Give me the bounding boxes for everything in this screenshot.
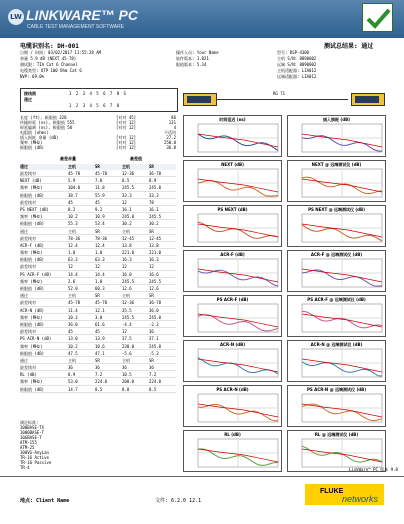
chart-4 [183, 205, 282, 247]
pair-row: 频率 (MHz) 53.0 224.0 208.0 224.0 [20, 378, 176, 385]
chart-title: ACR-N (dB) [219, 342, 246, 347]
tester-diagram: RG 71 [183, 88, 386, 112]
summary-row: 电阻值 (ohms) 不适用 [20, 130, 176, 135]
worst-margin-header: 最差余量 [60, 156, 76, 161]
pair-row: 极限值 (dB) 14.7 8.5 8.8 8.5 [20, 386, 176, 393]
compliance-item: 10GBASE-T [20, 435, 42, 440]
meta-line: 日期 / 时间: 03/02/2017 11:55:28 AM [20, 50, 102, 55]
chart-title: 插入损耗 (dB) [323, 117, 350, 122]
worst-value-header: 最差值 [130, 156, 142, 161]
pair-row: 频率 (MHz) 104.0 11.8 245.5 245.0 [20, 184, 176, 191]
meta-line: 余量 5.9 dB (NEXT 45-78) [20, 56, 77, 61]
pair-row: 频率 (MHz) 10.3 3.0 245.5 245.0 [20, 314, 176, 321]
pair-row: PS ACR-N (dB) 13.0 13.9 37.5 37.1 [20, 335, 176, 342]
pair-row: 频率 (MHz) 10.2 10.6 238.0 245.0 [20, 343, 176, 350]
chart-11 [287, 340, 386, 382]
meta-right [277, 50, 387, 80]
compliance-item: 满足标准: [20, 420, 39, 425]
pair-row: 通过 主机 SR 主机 SR [20, 292, 176, 299]
chart-0 [183, 115, 282, 157]
wiremap-pins-top: 1 2 3 4 5 6 7 8 S [69, 91, 127, 96]
chart-14 [183, 430, 282, 472]
chart-title: PS ACR-N @ 远端测试仪 (dB) [306, 387, 367, 392]
meta-line: 主机适配器: LIA012 [277, 68, 317, 73]
pair-row: PS NEXT (dB) 8.2 9.2 16.1 16.1 [20, 206, 176, 213]
chart-title: PS NEXT (dB) [217, 207, 248, 212]
chart-title: 时间延迟 (ns) [219, 117, 246, 122]
pair-row: 最差线对 45 45 12 78 [20, 199, 176, 206]
chart-title: PS ACR-F @ 远端测试仪 (dB) [307, 297, 366, 302]
compliance-item: 100VG-AnyLan [20, 450, 49, 455]
summary-row: 极限值 (dB) [对对 12] 36.8 [20, 145, 176, 150]
compliance-item: 1000BASE-T [20, 430, 45, 435]
linkware-logo: LW [8, 9, 24, 25]
pair-row: PS ACR-F (dB) 14.4 14.4 16.0 16.6 [20, 271, 176, 278]
footer: 地点: Client Name 文件: 6.2.0 12.1 FLUKE networks [0, 476, 404, 524]
chart-1 [287, 115, 386, 157]
chart-3 [287, 160, 386, 202]
pair-row: NEXT (dB) 5.9 7.8 8.5 8.9 [20, 177, 176, 184]
summary-row: 传输时延 (ns), 极限值 555 [对对 12] 131 [20, 120, 176, 125]
compliance-item: TR-16 Passive [20, 460, 52, 465]
pair-row: 极限值 (dB) 52.0 60.3 12.6 12.6 [20, 285, 176, 292]
pair-table: 通过 主机 SR 主机 SR 最差线对 45-78 45-78 12-36 36-78 NEXT (dB) 5.9 7.8 8.5 8.9 频率 (MHz) 104.0 11.8 245.5 245.0 极限值 (dB) 38.7 55.9 33.3 33.3 最差线对 45 45 12 78 PS NEXT (dB) 8.2 9.2 16.1 16.1 频率 (MHz) 10.2 10.9 245.0 245.5 极限值 (dB) 55.3 53.4 30.2 30.2 通过 主机 SR 主机 SR 最差线对 78-36 78-36 12-45 12-45 ACR-F (dB) 12.4 12.4 13.8 13.8 频率 (MHz) 1.0 1.0 221.0 221.0 极限值 (dB) 63.3 63.3 16.3 16.3 最差线对 12 12 12 12 PS ACR-F (dB) 14.4 14.4 16.0 16.6 频率 (MHz) 2.6 1.0 245.5 245.5 极限值 (dB) 52.0 60.3 12.6 12.6 通过 主机 SR 主机 SR 最差线对 45-78 45-78 12-36 36-78 ACR-N (dB) 11.4 12.1 35.5 36.0 频率 (MHz) 10.3 3.0 245.5 245.0 极限值 (dB) 36.0 61.6 -4.4 -2.3 最差线对 45 45 12 36 PS ACR-N (dB) 13.0 13.9 37.5 37.1 频率 (MHz) 10.2 10.6 238.0 245.0 极限值 (dB) 47.5 47.1 -5.6 -5.3 通过 主机 SR 主机 SR 最差线对 36 36 36 36 RL (dB) 8.9 7.2 10.5 7.2 频率 (MHz) 53.0 224.0 208.0 224.0 极限值 (dB) 14.7 8.5 8.8 8.5 [20, 164, 176, 393]
chart-10 [183, 340, 282, 382]
pair-row: 最差线对 45-78 45-78 12-36 36-78 [20, 170, 176, 177]
meta-left [20, 50, 170, 80]
summary-table [20, 115, 176, 150]
compliance-item: 100BASE-TX [20, 425, 45, 430]
overall-result: 测试总结果: 通过 [324, 43, 374, 50]
meta-line: 远端 S/N: 8890002 [277, 62, 317, 67]
check-icon [362, 3, 393, 32]
meta-middle [176, 50, 266, 68]
summary-row: 频率 (MHz) [对对 12] 250.0 [20, 140, 176, 145]
chart-6 [183, 250, 282, 292]
meta-line: 限值版本: 5.14 [176, 62, 207, 67]
pair-row: 频率 (MHz) 2.6 1.0 245.5 245.5 [20, 278, 176, 285]
pair-row: RL (dB) 8.9 7.2 10.5 7.2 [20, 371, 176, 378]
chart-title: NEXT @ 远端测试仪 (dB) [311, 162, 362, 167]
chart-title: RL @ 远端测试仪 (dB) [314, 432, 359, 437]
meta-line: 型号: DSP-4300 [277, 50, 310, 55]
chart-title: ACR-N @ 远端测试仪 (dB) [310, 342, 363, 347]
pair-row: 极限值 (dB) 63.3 63.3 16.3 16.3 [20, 256, 176, 263]
pair-row: 最差线对 45 45 12 36 [20, 328, 176, 335]
chart-title: ACR-F (dB) [220, 252, 245, 257]
pair-row: 最差线对 36 36 36 36 [20, 364, 176, 371]
summary-row: 插入损耗 余量 (dB) [对对 12] 27.2 [20, 135, 176, 140]
cable-id: 电缆识别名: DH-001 [20, 43, 79, 50]
chart-title: NEXT (dB) [221, 162, 244, 167]
compliance-item: TR-4 [20, 465, 30, 470]
summary-row: 时延偏离 (ns), 极限值 50 [对对 12] 4 [20, 125, 176, 130]
compliance-item: TR-16 Active [20, 455, 49, 460]
app-title: LINKWARE™ PC [26, 7, 138, 23]
meta-line: 操作人员: Your Name [176, 50, 219, 55]
chart-title: PS ACR-F (dB) [216, 297, 249, 302]
app-subtitle: CABLE TEST MANAGEMENT SOFTWARE [27, 24, 125, 30]
chart-12 [183, 385, 282, 427]
chart-9 [287, 295, 386, 337]
pair-row: ACR-N (dB) 11.4 12.1 35.5 36.0 [20, 307, 176, 314]
compliance-item: ATM-25 [20, 445, 35, 450]
meta-line: 测试限: TIA Cat 6 Channel [20, 62, 78, 67]
chart-15 [287, 430, 386, 472]
wiremap-status: 通过 [24, 97, 32, 102]
compliance-item: ATM-155 [20, 440, 37, 445]
pair-row: 频率 (MHz) 1.0 1.0 221.0 221.0 [20, 249, 176, 256]
pair-row: ACR-F (dB) 12.4 12.4 13.8 13.8 [20, 242, 176, 249]
chart-grid [183, 115, 386, 471]
chart-2 [183, 160, 282, 202]
pair-row: 通过 主机 SR 主机 SR [20, 357, 176, 364]
pair-row: 最差线对 78-36 78-36 12-45 12-45 [20, 235, 176, 242]
wiremap-box [20, 88, 178, 112]
pair-row: 频率 (MHz) 10.2 10.9 245.0 245.5 [20, 213, 176, 220]
pair-row: 极限值 (dB) 47.5 47.1 -5.6 -5.3 [20, 350, 176, 357]
chart-7 [287, 250, 386, 292]
chart-title: RL (dB) [224, 432, 241, 437]
site-text: 地点: Client Name [20, 498, 70, 504]
pair-row: 极限值 (dB) 36.0 61.6 -4.4 -2.3 [20, 321, 176, 328]
meta-line: 电缆类型: UTP 100 Ohm Cat 6 [20, 68, 82, 73]
chart-title: PS ACR-N (dB) [216, 387, 249, 392]
chart-8 [183, 295, 282, 337]
version-text: LinkWare™ PC 版本 9.0 [349, 467, 398, 472]
project-text: 文件: 6.2.0 12.1 [155, 498, 202, 504]
meta-line: 软件版本: 1.021 [176, 56, 209, 61]
compliance-list [20, 420, 176, 470]
chart-13 [287, 385, 386, 427]
meta-line: 远端适配器: LIA012 [277, 74, 317, 79]
pair-row: 最差线对 45-78 45-78 12-36 36-78 [20, 299, 176, 306]
chart-5 [287, 205, 386, 247]
chart-title: PS NEXT @ 远端测试仪 (dB) [308, 207, 365, 212]
wiremap-pins-bottom: 1 2 3 4 5 6 7 8 [69, 103, 121, 108]
pair-row: 最差线对 12 12 12 12 [20, 263, 176, 270]
chart-title: ACR-F @ 远端测试仪 (dB) [310, 252, 363, 257]
meta-line: NVP: 69.0% [20, 74, 45, 79]
wiremap-label: 接线图 [24, 91, 36, 96]
pair-row: 极限值 (dB) 38.7 55.9 33.3 33.3 [20, 192, 176, 199]
summary-row: 长度 (ft), 极限值 328 [对对 45] 86 [20, 115, 176, 120]
pair-row: 通过 主机 SR 主机 SR [20, 228, 176, 235]
meta-line: 主机 S/N: 8890002 [277, 56, 317, 61]
pair-row: 极限值 (dB) 55.3 53.4 30.2 30.2 [20, 220, 176, 227]
